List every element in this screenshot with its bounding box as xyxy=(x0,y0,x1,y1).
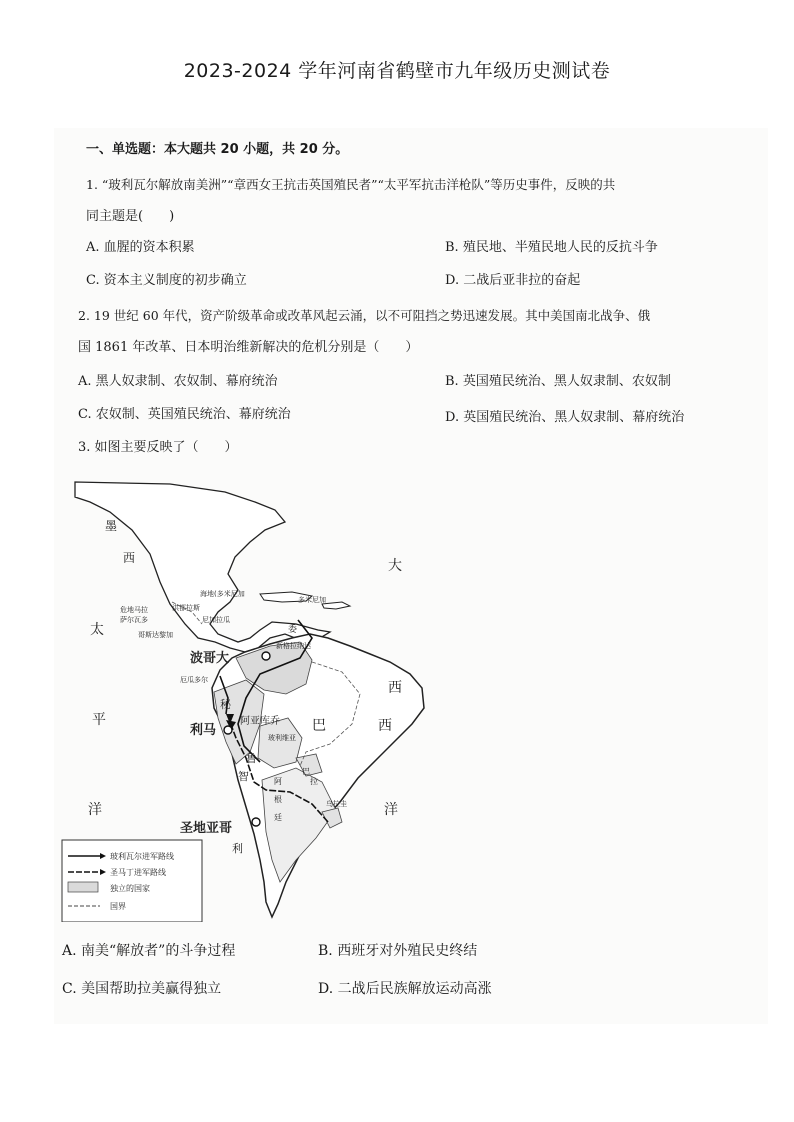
map-label-argentina-1: 阿 xyxy=(274,777,282,786)
map-label-mexico-1: 墨 xyxy=(105,519,118,533)
q2-option-c: C. 农奴制、英国殖民统治、幕府统治 xyxy=(78,407,291,422)
map-label-bolivia: 玻利维亚 xyxy=(268,734,296,742)
map-label-chile-1: 智 xyxy=(238,770,249,783)
q1-stem-line1: 1. “玻利瓦尔解放南美洲”“章西女王抗击英国殖民者”“太平军抗击洋枪队”等历史事件，反映的共 xyxy=(86,177,616,192)
map-label-peru-1: 秘 xyxy=(220,698,231,711)
map-label-paraguay-2: 拉 xyxy=(310,777,318,786)
map-label-brazil-1: 巴 xyxy=(312,718,326,734)
q1-option-a: A. 血腥的资本积累 xyxy=(86,240,195,255)
legend-independent-label: 独立的国家 xyxy=(110,884,150,893)
map-label-pacific-1: 太 xyxy=(90,622,104,638)
q3-stem: 3. 如图主要反映了（ ） xyxy=(78,440,238,455)
map-label-haiti: 海地(多米尼加 xyxy=(200,590,245,598)
q3-option-c: C. 美国帮助拉美赢得独立 xyxy=(62,981,222,997)
santiago-marker xyxy=(252,818,260,826)
legend-independent-swatch xyxy=(68,882,98,892)
q1-option-c: C. 资本主义制度的初步确立 xyxy=(86,273,247,288)
map-label-nicaragua: 尼加拉瓜 xyxy=(202,616,230,624)
q1-stem-line2: 同主题是( ) xyxy=(86,209,175,224)
map-label-dominican: 多米尼加 xyxy=(298,596,326,604)
bogota-marker xyxy=(262,652,270,660)
q2-option-a: A. 黑人奴隶制、农奴制、幕府统治 xyxy=(78,374,278,389)
map-label-pacific-2: 平 xyxy=(92,712,106,728)
q2-option-b: B. 英国殖民统治、黑人奴隶制、农奴制 xyxy=(445,374,671,389)
q2-stem-line1: 2. 19 世纪 60 年代，资产阶级革命或改革风起云涌，以不可阻挡之势迅速发展。其中美国南北战争、俄 xyxy=(78,308,651,323)
map-label-atlantic-2: 西 xyxy=(388,680,402,696)
page-title: 2023-2024 学年河南省鹤壁市九年级历史测试卷 xyxy=(183,60,611,82)
map-label-santiago: 圣地亚哥 xyxy=(180,821,233,836)
q2-stem-line2: 国 1861 年改革、日本明治维新解决的危机分别是（ ） xyxy=(78,340,419,355)
map-label-paraguay-1: 巴 xyxy=(302,767,310,776)
q3-option-a: A. 南美“解放者”的斗争过程 xyxy=(62,943,236,959)
map-label-lima: 利马 xyxy=(190,723,217,738)
lima-marker xyxy=(224,726,232,734)
legend-border-label: 国界 xyxy=(110,902,126,911)
q3-option-b: B. 西班牙对外殖民史终结 xyxy=(318,943,478,959)
map-label-bogota: 波哥大 xyxy=(190,651,230,666)
q3-option-d: D. 二战后民族解放运动高涨 xyxy=(318,981,492,997)
map-label-ecuador: 厄瓜多尔 xyxy=(180,676,208,684)
map-label-mexico-2: 西 xyxy=(123,551,136,565)
map-label-argentina-3: 廷 xyxy=(274,813,282,822)
legend-sanmartin-label: 圣马丁进军路线 xyxy=(110,868,166,877)
map-svg xyxy=(60,462,440,922)
map-label-atlantic-1: 大 xyxy=(388,558,402,574)
map-label-new-granada: 新格拉纳达 xyxy=(276,642,311,650)
legend-bolivar-label: 玻利瓦尔进军路线 xyxy=(110,852,174,861)
section-heading: 一、单选题：本大题共 20 小题，共 20 分。 xyxy=(86,142,349,157)
map-legend xyxy=(62,840,202,922)
map-label-honduras: 洪都拉斯 xyxy=(172,604,200,612)
map-label-guatemala: 危地马拉 xyxy=(120,606,148,614)
map-label-venezuela: 委 xyxy=(288,625,298,635)
map-label-peru-2: 鲁 xyxy=(246,752,257,765)
map-label-brazil-2: 西 xyxy=(378,718,392,734)
q1-option-d: D. 二战后亚非拉的奋起 xyxy=(445,273,581,288)
map-label-pacific-3: 洋 xyxy=(88,802,102,818)
map-label-costa-rica: 哥斯达黎加 xyxy=(138,631,173,639)
map-label-atlantic-3: 洋 xyxy=(384,802,398,818)
map-label-ayacucho: 阿亚库乔 xyxy=(240,716,280,727)
q1-option-b: B. 殖民地、半殖民地人民的反抗斗争 xyxy=(445,240,658,255)
q2-option-d: D. 英国殖民统治、黑人奴隶制、幕府统治 xyxy=(445,410,685,425)
south-america-liberation-map xyxy=(60,462,440,922)
map-label-salvador: 萨尔瓦多 xyxy=(120,616,148,624)
map-label-argentina-2: 根 xyxy=(274,795,282,804)
map-label-uruguay: 乌拉圭 xyxy=(326,800,347,808)
map-label-chile-2: 利 xyxy=(232,842,243,855)
